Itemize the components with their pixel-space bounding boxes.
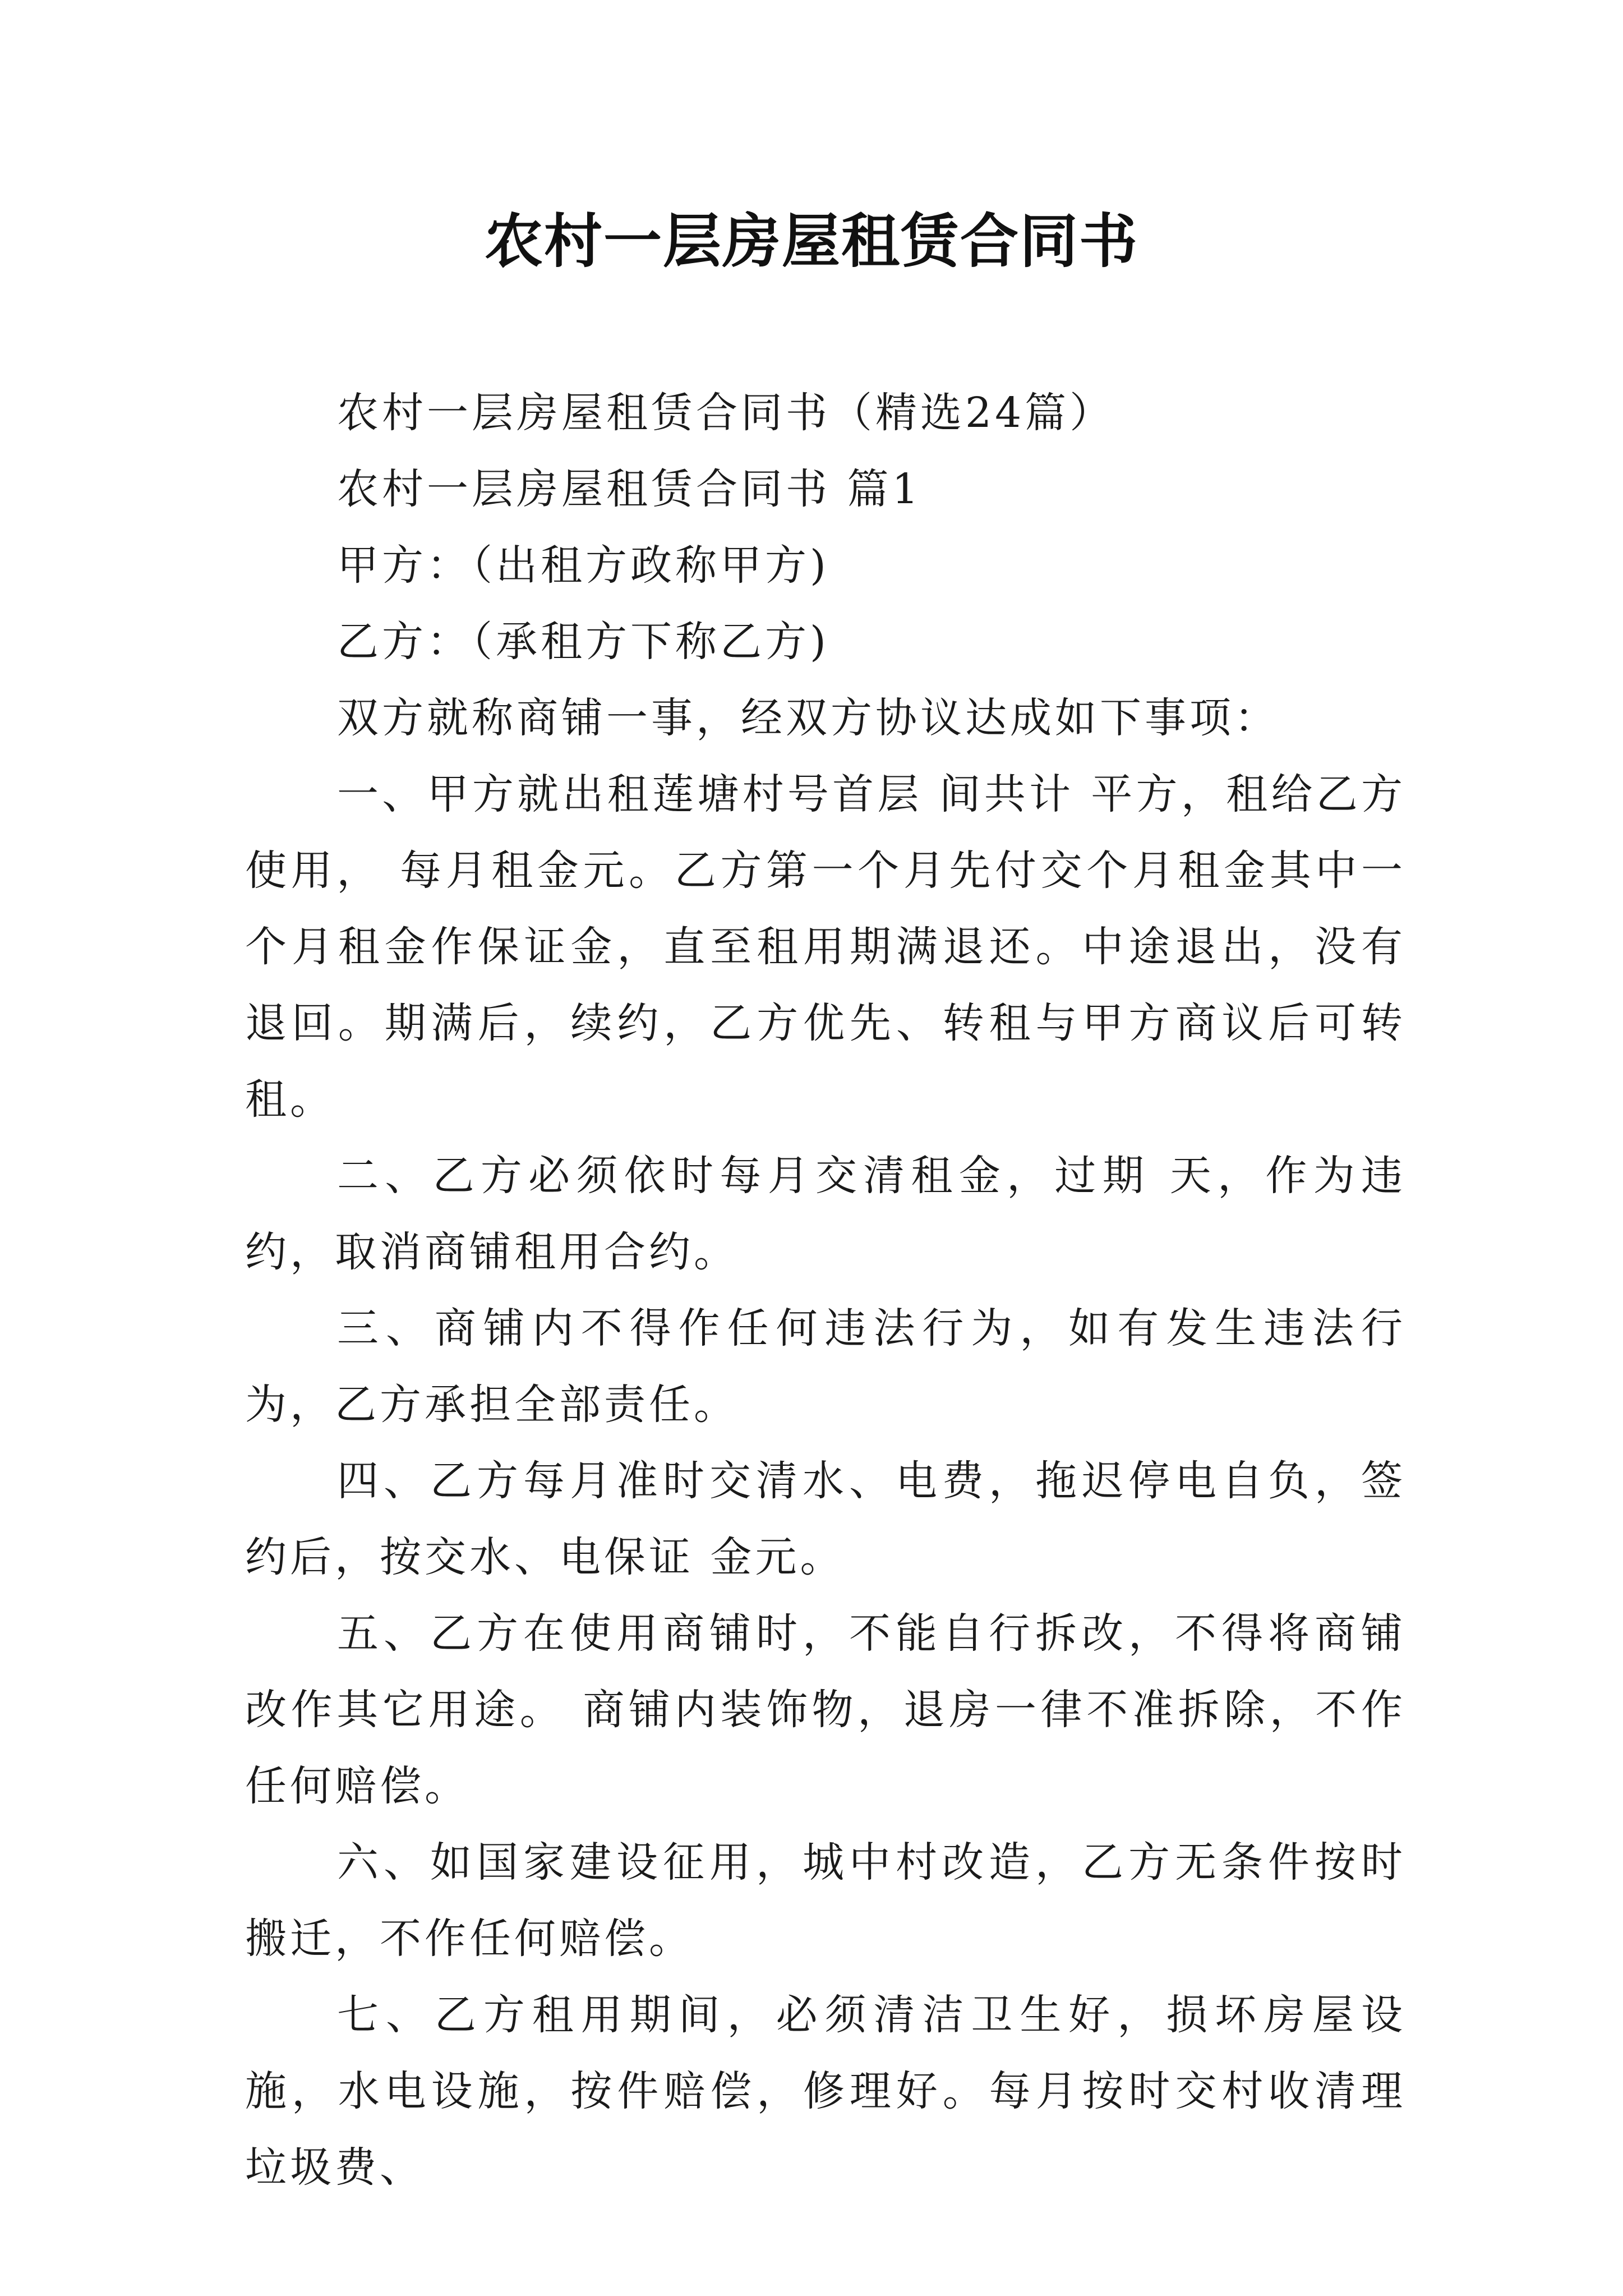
paragraph-agreement-intro: 双方就称商铺一事，经双方协议达成如下事项： (337, 694, 1279, 742)
paragraph-clause-6: 六、如国家建设征用，城中村改造，乙方无条件按时搬迁，不作任何赔偿。 (245, 1838, 1406, 1963)
paragraph-clause-7: 七、乙方租用期间，必须清洁卫生好，损坏房屋设施，水电设施，按件赔偿，修理好。每月按时交村收清理垃圾费、 (245, 1991, 1406, 2192)
paragraph-clause-2: 二、乙方必须依时每月交清租金，过期 天，作为违约，取消商铺租用合约。 (245, 1152, 1406, 1276)
paragraph-clause-5: 五、乙方在使用商铺时，不能自行拆改，不得将商铺改作其它用途。 商铺内装饰物，退房一律不准拆除，不作任何赔偿。 (245, 1609, 1406, 1810)
paragraph-chapter-heading: 农村一层房屋租赁合同书 篇1 (337, 465, 922, 513)
paragraph-clause-3: 三、商铺内不得作任何违法行为，如有发生违法行为，乙方承担全部责任。 (245, 1304, 1406, 1429)
paragraph-subtitle: 农村一层房屋租赁合同书（精选24篇） (337, 389, 1115, 437)
paragraph-clause-4: 四、乙方每月准时交清水、电费，拖迟停电自负，签约后，按交水、电保证 金元。 (245, 1457, 1406, 1581)
paragraph-party-b: 乙方：（承租方下称乙方) (337, 618, 829, 666)
paragraph-party-a: 甲方：（出租方政称甲方) (337, 541, 829, 590)
paragraph-clause-1: 一、甲方就出租莲塘村号首层 间共计 平方，租给乙方使用， 每月租金元。乙方第一个月先付交个月租金其中一个月租金作保证金，直至租用期满退还。中途退出，没有退回。期满后，续约，乙方优先、转租与甲方商议后可转租。 (245, 770, 1406, 1124)
document-title: 农村一层房屋租赁合同书 (484, 206, 1138, 275)
document-body (245, 375, 1406, 2206)
